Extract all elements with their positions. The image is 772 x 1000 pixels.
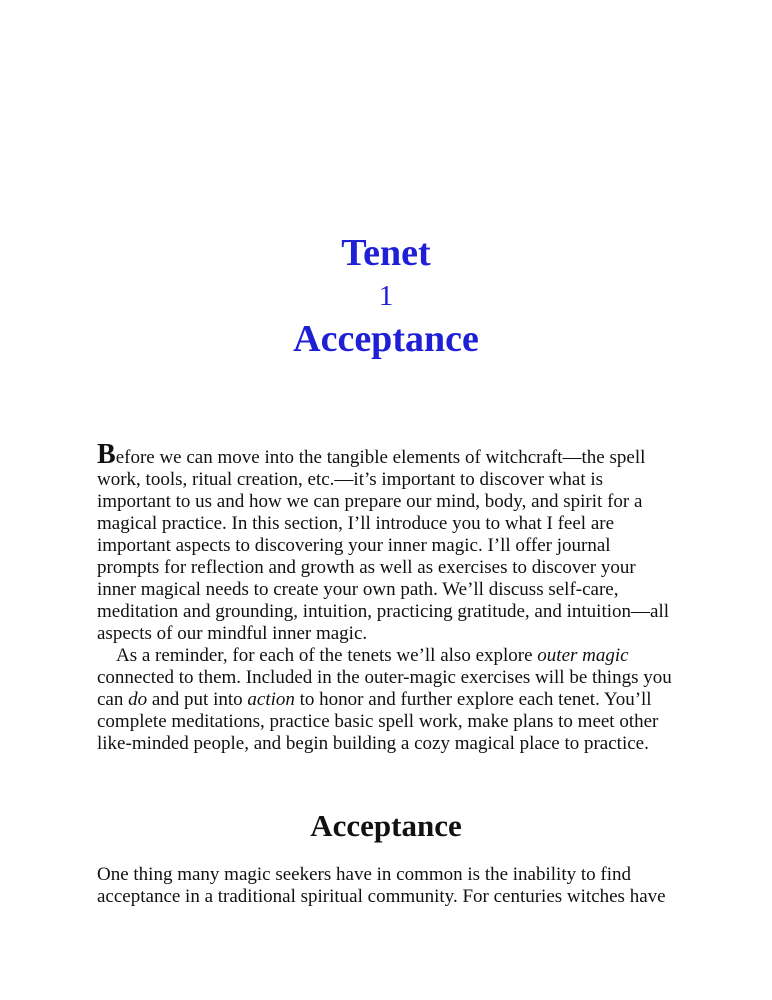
paragraph-line: important aspects to discovering your inner magic. I’ll offer journal [97,535,611,556]
paragraph-line: aspects of our mindful inner magic. [97,623,368,644]
chapter-title: Acceptance [293,318,479,360]
emphasis-text: outer magic [537,645,629,666]
paragraph-line: magical practice. In this section, I’ll introduce you to what I feel are [97,513,615,534]
paragraph-line: inner magical needs to create your own path. We’ll discuss self-care, [97,579,619,600]
line-text: As a reminder, for each of the tenets we’ll also explore [116,645,538,666]
line-text: can [97,689,129,710]
line-text: and put into [147,689,248,710]
paragraph-line: complete meditations, practice basic spell work, make plans to meet other [97,711,659,732]
chapter-label: Tenet [341,232,431,274]
paragraph-line: like-minded people, and begin building a cozy magical place to practice. [97,733,649,754]
emphasis-text: do [128,689,148,710]
paragraph-line: meditation and grounding, intuition, practicing gratitude, and intuition—all [97,601,670,622]
section-text [97,864,687,908]
paragraph-line: important to us and how we can prepare our mind, body, and spirit for a [97,491,643,512]
chapter-heading [0,229,772,363]
paragraph-line: acceptance in a traditional spiritual community. For centuries witches have [97,886,666,907]
paragraph-line: prompts for reflection and growth as well as exercises to discover your [97,557,636,578]
chapter-number: 1 [378,280,394,312]
drop-cap: B [97,439,116,470]
paragraph-line [97,689,687,711]
emphasis-text: action [247,689,295,710]
paragraph-line: connected to them. Included in the outer-magic exercises will be things you [97,667,672,688]
line-text: efore we can move into the tangible elements of witchcraft—the spell [115,447,646,468]
section-heading: Acceptance [310,808,462,843]
paragraph-line [97,645,687,667]
intro-text [97,439,687,755]
paragraph-line [97,439,687,470]
paragraph-line: work, tools, ritual creation, etc.—it’s important to discover what is [97,469,604,490]
line-text: to honor and further explore each tenet. You’ll [294,689,652,710]
paragraph-line: One thing many magic seekers have in common is the inability to find [97,864,631,885]
